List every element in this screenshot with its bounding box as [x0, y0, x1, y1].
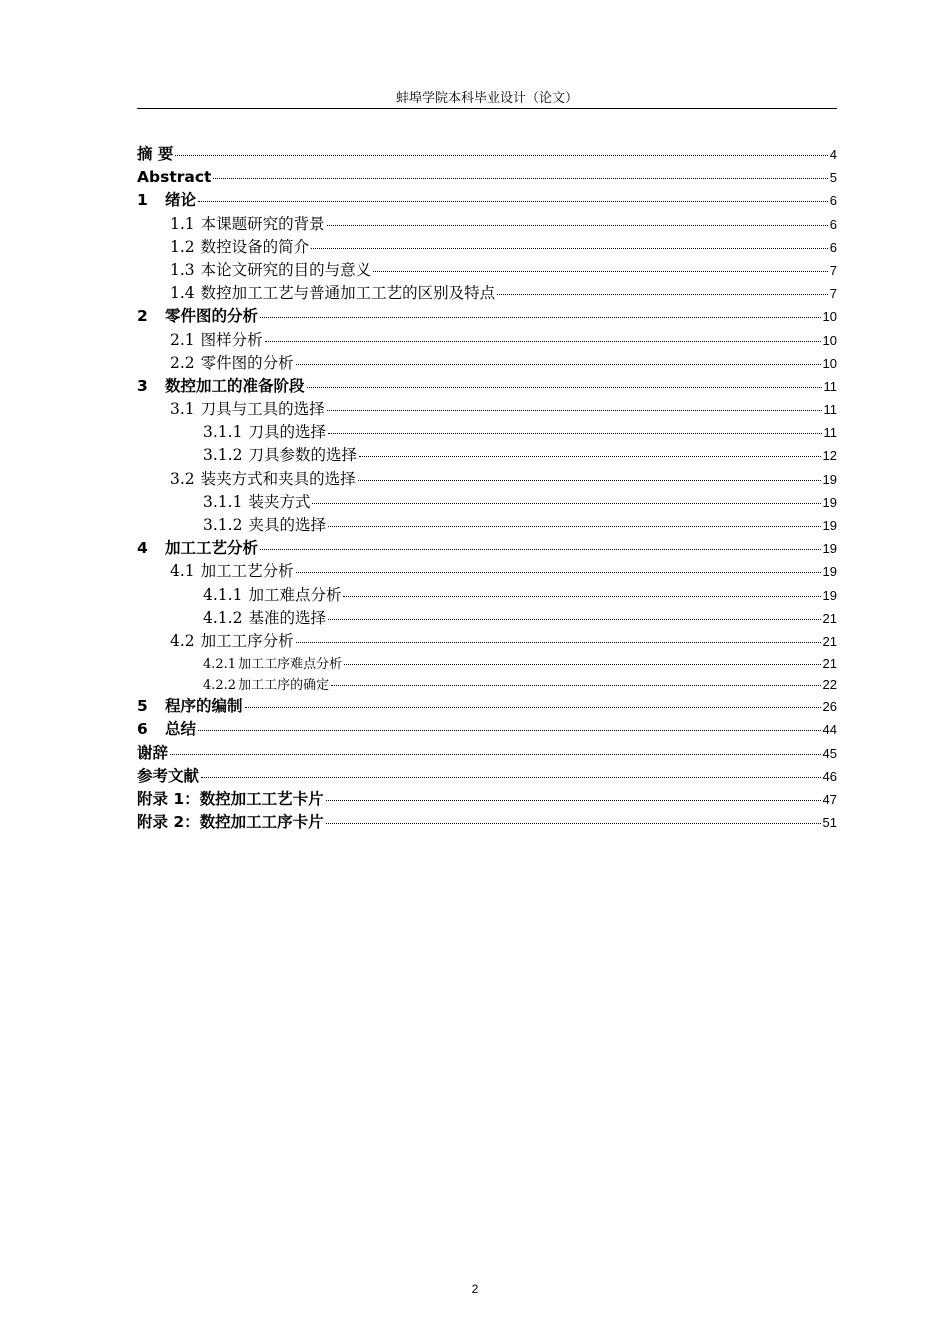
- toc-entry-page: 44: [822, 722, 837, 738]
- toc-entry-number: 3.1.2: [203, 446, 243, 465]
- toc-entry-page: 10: [822, 332, 837, 348]
- toc-entry[interactable]: [137, 742, 837, 765]
- toc-entry-number: 4.1.1: [203, 585, 243, 604]
- toc-entry-page: 45: [822, 745, 837, 761]
- toc-entry[interactable]: [137, 305, 837, 328]
- toc-dot-leader: [198, 730, 821, 731]
- toc-entry-title: 谢辞: [137, 743, 169, 762]
- toc-entry-page: 46: [822, 768, 837, 784]
- toc-dot-leader: [296, 364, 821, 365]
- toc-entry-title: 数控加工工艺与普通加工工艺的区别及特点: [200, 284, 496, 303]
- toc-entry-title: 加工工序的确定: [238, 678, 330, 694]
- toc-entry-title: 装夹方式: [248, 492, 311, 511]
- toc-entry[interactable]: [137, 788, 837, 811]
- toc-dot-leader: [358, 480, 821, 481]
- toc-entry[interactable]: [137, 398, 837, 421]
- toc-entry[interactable]: [137, 259, 837, 282]
- toc-entry-page: 19: [822, 471, 837, 487]
- toc-entry-title: 附录 2：数控加工工序卡片: [137, 813, 324, 832]
- toc-entry-number: 1.4: [170, 284, 195, 303]
- toc-entry-number: 3.2: [170, 469, 195, 488]
- toc-entry[interactable]: [137, 352, 837, 375]
- toc-dot-leader: [326, 823, 821, 824]
- toc-dot-leader: [344, 664, 820, 665]
- toc-entry-number: 1.1: [170, 214, 195, 233]
- toc-dot-leader: [312, 503, 820, 504]
- table-of-contents: [137, 143, 837, 834]
- toc-entry-page: 19: [822, 564, 837, 580]
- toc-entry-number: 4.2.1: [203, 657, 237, 673]
- toc-entry-title: 零件图的分析: [200, 353, 294, 372]
- toc-entry-title: 数控加工的准备阶段: [165, 376, 305, 395]
- toc-entry-number: 5: [137, 697, 148, 716]
- toc-entry-number: 3.1: [170, 400, 195, 419]
- toc-entry-number: 2: [137, 307, 148, 326]
- toc-dot-leader: [245, 707, 821, 708]
- toc-entry-number: 4.1.2: [203, 608, 243, 627]
- toc-entry-page: 19: [822, 494, 837, 510]
- toc-entry-title: 零件图的分析: [165, 307, 259, 326]
- toc-entry-number: 4.2: [170, 631, 195, 650]
- toc-entry-number: 3.1.1: [203, 423, 243, 442]
- toc-entry-page: 5: [829, 170, 837, 186]
- toc-entry-page: 6: [829, 193, 837, 209]
- toc-entry-page: 19: [822, 541, 837, 557]
- toc-entry-title: 加工难点分析: [248, 585, 342, 604]
- toc-entry[interactable]: [137, 213, 837, 236]
- toc-dot-leader: [213, 178, 827, 179]
- toc-entry-title: 加工工序难点分析: [238, 657, 343, 673]
- toc-entry[interactable]: [137, 765, 837, 788]
- toc-dot-leader: [296, 642, 821, 643]
- toc-entry-number: 1.2: [170, 237, 195, 256]
- toc-dot-leader: [359, 456, 821, 457]
- toc-entry-page: 11: [823, 425, 837, 441]
- toc-dot-leader: [343, 596, 820, 597]
- toc-entry-title: 刀具与工具的选择: [200, 400, 325, 419]
- toc-entry[interactable]: [137, 166, 837, 189]
- toc-entry-page: 10: [822, 355, 837, 371]
- toc-entry-number: 4.2.2: [203, 678, 237, 694]
- toc-entry[interactable]: [137, 560, 837, 583]
- toc-dot-leader: [265, 341, 821, 342]
- toc-entry-page: 12: [822, 448, 837, 464]
- toc-entry-title: 总结: [165, 720, 197, 739]
- toc-dot-leader: [373, 271, 828, 272]
- toc-entry-number: 1: [137, 191, 148, 210]
- toc-entry-page: 7: [829, 262, 837, 278]
- toc-entry[interactable]: [137, 468, 837, 491]
- toc-entry-title: Abstract: [137, 168, 212, 187]
- toc-entry-title: 附录 1：数控加工工艺卡片: [137, 789, 324, 808]
- toc-entry-title: 数控设备的简介: [200, 237, 310, 256]
- toc-entry[interactable]: [137, 329, 837, 352]
- toc-entry[interactable]: [137, 537, 837, 560]
- toc-dot-leader: [296, 572, 821, 573]
- toc-entry-page: 21: [822, 610, 837, 626]
- toc-entry-page: 21: [822, 656, 837, 672]
- toc-entry[interactable]: [137, 236, 837, 259]
- toc-entry-title: 加工工艺分析: [200, 562, 294, 581]
- toc-entry[interactable]: [137, 584, 837, 607]
- toc-dot-leader: [327, 225, 828, 226]
- toc-entry-page: 7: [829, 286, 837, 302]
- toc-dot-leader: [327, 410, 822, 411]
- toc-dot-leader: [328, 526, 821, 527]
- toc-dot-leader: [260, 317, 821, 318]
- toc-entry-number: 4: [137, 539, 148, 558]
- toc-entry-title: 加工工序分析: [200, 631, 294, 650]
- toc-entry-number: 2.2: [170, 353, 195, 372]
- toc-entry-page: 6: [829, 239, 837, 255]
- toc-entry-page: 51: [822, 815, 837, 831]
- toc-entry-page: 4: [829, 147, 837, 162]
- toc-entry-page: 22: [822, 677, 837, 693]
- toc-entry-title: 参考文献: [137, 766, 200, 785]
- toc-entry-page: 19: [822, 587, 837, 603]
- toc-entry-page: 19: [822, 518, 837, 533]
- toc-entry[interactable]: [137, 811, 837, 834]
- toc-entry-page: 10: [822, 309, 837, 325]
- toc-entry-title: 摘 要: [137, 145, 174, 163]
- toc-entry-number: 2.1: [170, 330, 195, 349]
- toc-entry-page: 6: [829, 216, 837, 232]
- toc-dot-leader: [170, 754, 821, 755]
- toc-entry[interactable]: [137, 143, 837, 166]
- toc-entry-title: 本课题研究的背景: [200, 214, 325, 233]
- toc-entry-page: 26: [822, 699, 837, 715]
- toc-entry[interactable]: [137, 491, 837, 514]
- toc-entry-title: 基准的选择: [248, 608, 326, 627]
- toc-entry-page: 11: [823, 402, 837, 418]
- toc-dot-leader: [326, 800, 821, 801]
- toc-entry-number: 4.1: [170, 562, 195, 581]
- toc-entry-number: 1.3: [170, 260, 195, 279]
- toc-entry[interactable]: [137, 375, 837, 398]
- toc-entry-number: 6: [137, 720, 148, 739]
- toc-dot-leader: [331, 685, 820, 686]
- toc-entry-title: 绪论: [165, 191, 197, 210]
- toc-dot-leader: [198, 201, 828, 202]
- toc-entry[interactable]: [137, 282, 837, 305]
- toc-dot-leader: [201, 777, 821, 778]
- toc-entry-page: 47: [822, 791, 837, 807]
- toc-entry-title: 夹具的选择: [248, 516, 326, 534]
- toc-dot-leader: [307, 387, 822, 388]
- toc-entry[interactable]: [137, 718, 837, 741]
- toc-entry[interactable]: [137, 630, 837, 653]
- toc-entry[interactable]: [137, 695, 837, 718]
- toc-entry-title: 刀具参数的选择: [248, 446, 357, 465]
- toc-dot-leader: [328, 619, 821, 620]
- toc-entry-page: 21: [822, 633, 837, 649]
- toc-entry[interactable]: [137, 514, 837, 537]
- toc-dot-leader: [497, 294, 828, 295]
- toc-entry-title: 图样分析: [200, 330, 263, 349]
- page-header: 蚌埠学院本科毕业设计（论文）: [395, 91, 578, 106]
- toc-entry-title: 加工工艺分析: [165, 539, 259, 558]
- toc-entry-page: 11: [823, 378, 837, 394]
- toc-entry-number: 3.1.2: [203, 516, 243, 534]
- toc-dot-leader: [311, 248, 828, 249]
- toc-entry-number: 3: [137, 376, 148, 395]
- page-number: 2: [471, 1282, 479, 1296]
- toc-entry[interactable]: [137, 444, 837, 467]
- toc-entry-title: 装夹方式和夹具的选择: [200, 469, 356, 488]
- toc-dot-leader: [328, 433, 822, 434]
- toc-entry[interactable]: [137, 653, 837, 674]
- toc-entry[interactable]: [137, 421, 837, 444]
- header-rule: [137, 108, 837, 109]
- toc-dot-leader: [260, 549, 821, 550]
- toc-dot-leader: [175, 155, 827, 156]
- toc-entry-title: 程序的编制: [165, 697, 243, 716]
- toc-entry-title: 本论文研究的目的与意义: [200, 260, 372, 279]
- toc-entry[interactable]: [137, 607, 837, 630]
- toc-entry[interactable]: [137, 189, 837, 212]
- toc-entry-number: 3.1.1: [203, 492, 243, 511]
- toc-entry-title: 刀具的选择: [248, 423, 326, 442]
- toc-entry[interactable]: [137, 674, 837, 695]
